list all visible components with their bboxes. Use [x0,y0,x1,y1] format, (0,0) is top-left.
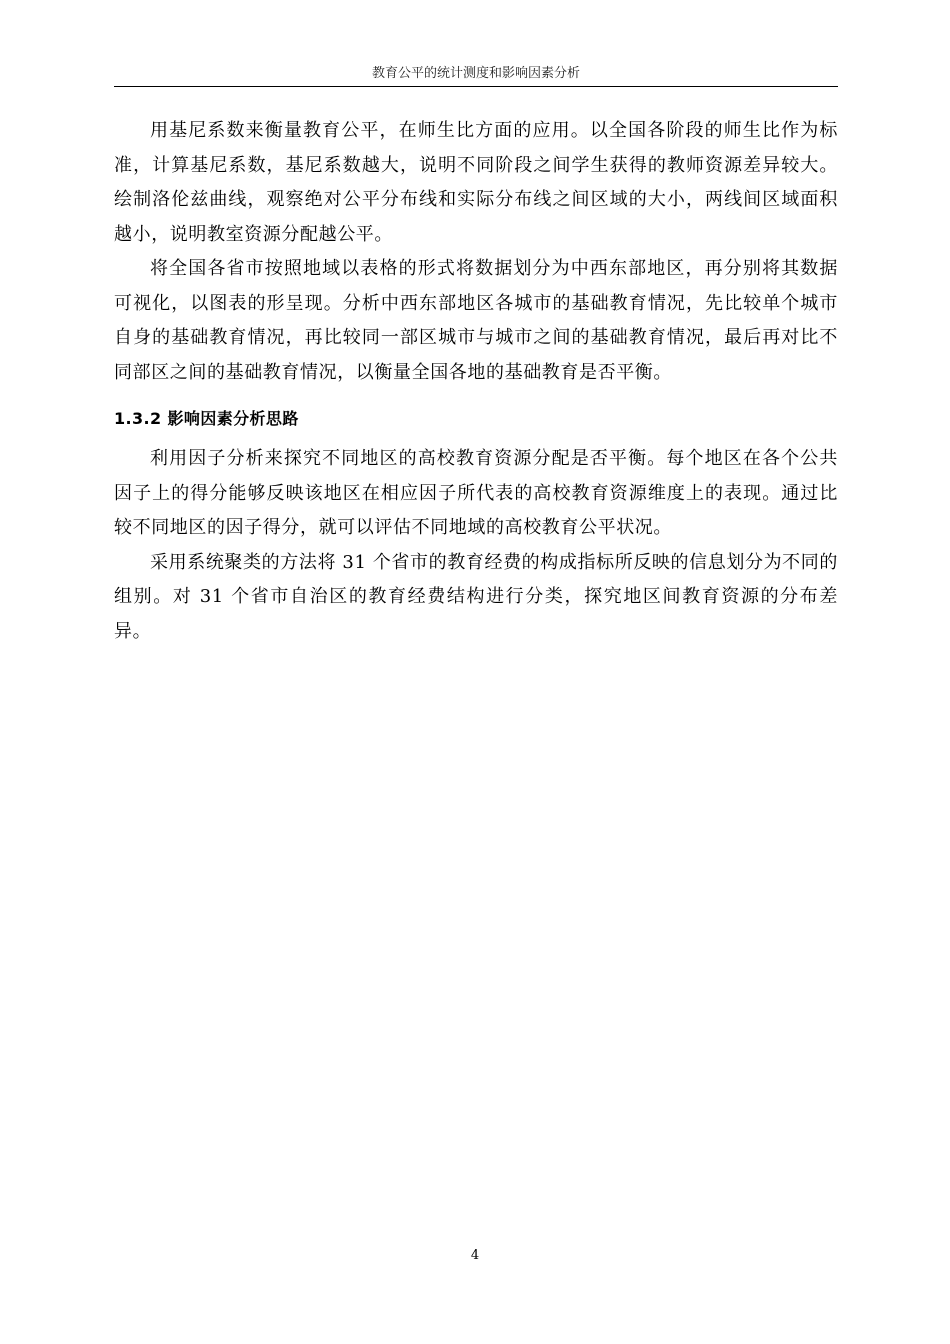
page-content [114,114,838,649]
paragraph-factor-analysis: 利用因子分析来探究不同地区的高校教育资源分配是否平衡。每个地区在各个公共因子上的得分能够反映该地区在相应因子所代表的高校教育资源维度上的表现。通过比较不同地区的因子得分，就可以评估不同地域的高校教育公平状况。 [114,448,838,538]
page-number: 4 [470,1248,480,1263]
paragraph-regional-comparison: 将全国各省市按照地域以表格的形式将数据划分为中西东部地区，再分别将其数据可视化，以图表的形呈现。分析中西东部地区各城市的基础教育情况，先比较单个城市自身的基础教育情况，再比较同一部区城市与城市之间的基础教育情况，最后再对比不同部区之间的基础教育情况，以衡量全国各地的基础教育是否平衡。 [114,258,838,383]
section-heading: 1.3.2 影响因素分析思路 [114,409,299,428]
header-divider [114,86,838,87]
running-header: 教育公平的统计测度和影响因素分析 [371,66,580,81]
paragraph-cluster-analysis: 采用系统聚类的方法将 31 个省市的教育经费的构成指标所反映的信息划分为不同的组别。对 31 个省市自治区的教育经费结构进行分类，探究地区间教育资源的分布差异。 [114,551,838,642]
paragraph-gini-coefficient: 用基尼系数来衡量教育公平，在师生比方面的应用。以全国各阶段的师生比作为标准，计算基尼系数，基尼系数越大，说明不同阶段之间学生获得的教师资源差异较大。绘制洛伦兹曲线，观察绝对公平分布线和实际分布线之间区域的大小，两线间区域面积越小，说明教室资源分配越公平。 [114,120,838,245]
